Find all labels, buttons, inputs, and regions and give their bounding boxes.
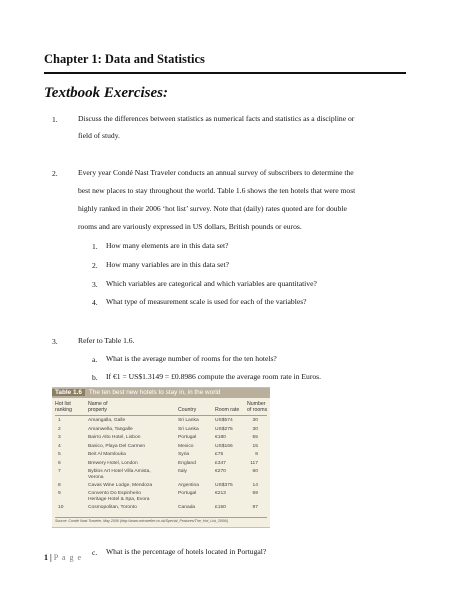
row-country: Portugal bbox=[178, 491, 197, 496]
row-rooms: 59 bbox=[252, 491, 258, 496]
row-name: Brewery Hotel, London bbox=[88, 460, 138, 466]
bottom-divider bbox=[55, 517, 267, 518]
header-rooms-line-1: Number bbox=[247, 401, 266, 407]
header-country: Country bbox=[178, 407, 197, 413]
q2-number: 2. bbox=[52, 169, 58, 178]
q3-text: Refer to Table 1.6. bbox=[78, 336, 135, 345]
q2-line-4: rooms and are variously expressed in US dollars, British pounds or euros. bbox=[78, 222, 302, 231]
row-rooms: 8 bbox=[255, 452, 258, 457]
row-name-continued: Heritage Hotel & Spa, Evora bbox=[88, 497, 150, 502]
row-rank: 9 bbox=[58, 491, 61, 496]
row-rooms: 30 bbox=[252, 418, 258, 423]
row-rank: 5 bbox=[58, 452, 61, 457]
row-rate: US$375 bbox=[215, 482, 233, 488]
row-country: Mexico bbox=[178, 443, 194, 449]
row-country: Sri Lanka bbox=[178, 418, 199, 423]
row-rank: 1 bbox=[58, 418, 61, 423]
q2-sub1-text: How many elements are in this data set? bbox=[106, 241, 229, 250]
header-rooms bbox=[247, 401, 267, 413]
header-rank-line-1: Hot list bbox=[55, 401, 71, 407]
q3-sub-a-text: What is the average number of rooms for the ten hotels? bbox=[106, 354, 277, 363]
table-label: Table 1.6 bbox=[52, 389, 85, 396]
q3-sub-c-text: What is the percentage of hotels located in Portugal? bbox=[106, 547, 267, 556]
header-rank-line-2: ranking bbox=[55, 407, 73, 413]
row-rate: £347 bbox=[215, 460, 226, 466]
row-rank: 4 bbox=[58, 443, 61, 449]
row-name: Basico, Playa Del Carmen bbox=[88, 443, 146, 449]
row-name: Amanwella, Tangalle bbox=[88, 426, 133, 432]
q3-sub-c-letter: c. bbox=[92, 548, 98, 557]
row-rank: 6 bbox=[58, 460, 61, 466]
header-rate: Room rate bbox=[215, 407, 240, 413]
table-caption bbox=[52, 388, 270, 398]
q2-line-1: Every year Condé Nast Traveler conducts an annual survey of subscribers to determine the bbox=[78, 168, 354, 177]
page-number: 1 bbox=[44, 553, 48, 562]
header-name-line-2: property bbox=[88, 407, 108, 413]
row-rank: 7 bbox=[58, 469, 61, 474]
q3-sub-a-letter: a. bbox=[92, 355, 98, 364]
row-rank: 10 bbox=[58, 504, 64, 510]
row-country: Sri Lanka bbox=[178, 426, 199, 432]
header-rank bbox=[55, 401, 72, 413]
q1-number: 1. bbox=[52, 115, 58, 124]
chapter-title: Chapter 1: Data and Statistics bbox=[44, 52, 205, 66]
page-footer bbox=[44, 553, 82, 562]
row-country: Portugal bbox=[178, 435, 197, 440]
row-rooms: 30 bbox=[252, 426, 258, 432]
row-rate: €270 bbox=[215, 469, 226, 474]
page-separator: | bbox=[50, 553, 52, 562]
row-rate: US$275 bbox=[215, 426, 233, 432]
header-rooms-line-2: of rooms bbox=[247, 407, 268, 413]
q3-sub-b-letter: b. bbox=[92, 373, 98, 382]
row-name: Byblos Art Hotel Villa Amista, bbox=[88, 469, 151, 474]
q1-line-1: Discuss the differences between statistics as numerical facts and statistics as a discipline or bbox=[78, 114, 355, 123]
row-rank: 3 bbox=[58, 435, 61, 440]
q3-sub-b-text: If €1 = US$1.3149 = £0.8986 compute the average room rate in Euros. bbox=[106, 372, 322, 381]
row-rate: €213 bbox=[215, 491, 226, 496]
table-title: The ten best new hotels to stay in, in the world bbox=[88, 389, 221, 396]
row-name: Cavas Wine Lodge, Mendoza bbox=[88, 482, 153, 488]
row-name: Amangalla, Galle bbox=[88, 418, 126, 423]
row-rooms: 14 bbox=[252, 482, 258, 488]
q2-line-3: highly ranked in their 2006 ‘hot list’ survey. Note that (daily) rates quoted are for double bbox=[78, 204, 347, 213]
table-source: Source: Condé Nast Traveler, May 2006 (http://www.cntraveller.co.uk/Special_Features/The_Hot_List_2006/) bbox=[55, 519, 229, 523]
row-rank: 8 bbox=[58, 482, 61, 488]
row-country: Canada bbox=[178, 504, 196, 510]
row-name-continued: Verona bbox=[88, 475, 104, 480]
row-country: Argentina bbox=[178, 482, 199, 488]
page-word: P a g e bbox=[53, 553, 83, 562]
q2-sub3-text: Which variables are categorical and which variables are quantitative? bbox=[106, 279, 317, 288]
row-rank: 2 bbox=[58, 426, 61, 432]
q2-sub3-number: 3. bbox=[92, 280, 98, 289]
q3-number: 3. bbox=[52, 337, 58, 346]
row-rate: £150 bbox=[215, 504, 226, 510]
row-rate: €180 bbox=[215, 435, 226, 440]
q2-sub2-number: 2. bbox=[92, 261, 98, 270]
q1-line-2: field of study. bbox=[78, 131, 120, 140]
row-name: Cosmopolitan, Toronto bbox=[88, 504, 137, 510]
row-country: Syria bbox=[178, 452, 190, 457]
row-country: Italy bbox=[178, 469, 187, 474]
row-rate: US$166 bbox=[215, 443, 233, 449]
row-rooms: 97 bbox=[252, 504, 258, 510]
row-rooms: 60 bbox=[252, 469, 258, 474]
q2-sub4-number: 4. bbox=[92, 298, 98, 307]
row-rate: US$574 bbox=[215, 418, 233, 423]
header-rule bbox=[44, 72, 406, 74]
hotel-table bbox=[52, 387, 270, 528]
row-rooms: 15 bbox=[252, 443, 258, 449]
header-divider bbox=[55, 415, 267, 416]
row-name: Bairro Alto Hotel, Lisbon bbox=[88, 435, 141, 440]
q2-line-2: best new places to stay throughout the world. Table 1.6 shows the ten hotels that were most bbox=[78, 186, 356, 195]
q2-sub4-text: What type of measurement scale is used for each of the variables? bbox=[106, 297, 307, 306]
row-rate: £75 bbox=[215, 452, 224, 457]
section-title: Textbook Exercises: bbox=[44, 85, 169, 101]
row-name: Convento Do Espinheiro bbox=[88, 491, 142, 496]
header-name-line-1: Name of bbox=[88, 401, 108, 407]
q2-sub1-number: 1. bbox=[92, 242, 98, 251]
row-rooms: 117 bbox=[250, 460, 258, 466]
q2-sub2-text: How many variables are in this data set? bbox=[106, 260, 229, 269]
header-name bbox=[88, 401, 108, 413]
row-name: Beit Al Mamlouka bbox=[88, 452, 126, 457]
row-rooms: 55 bbox=[252, 435, 258, 440]
row-country: England bbox=[178, 460, 196, 466]
